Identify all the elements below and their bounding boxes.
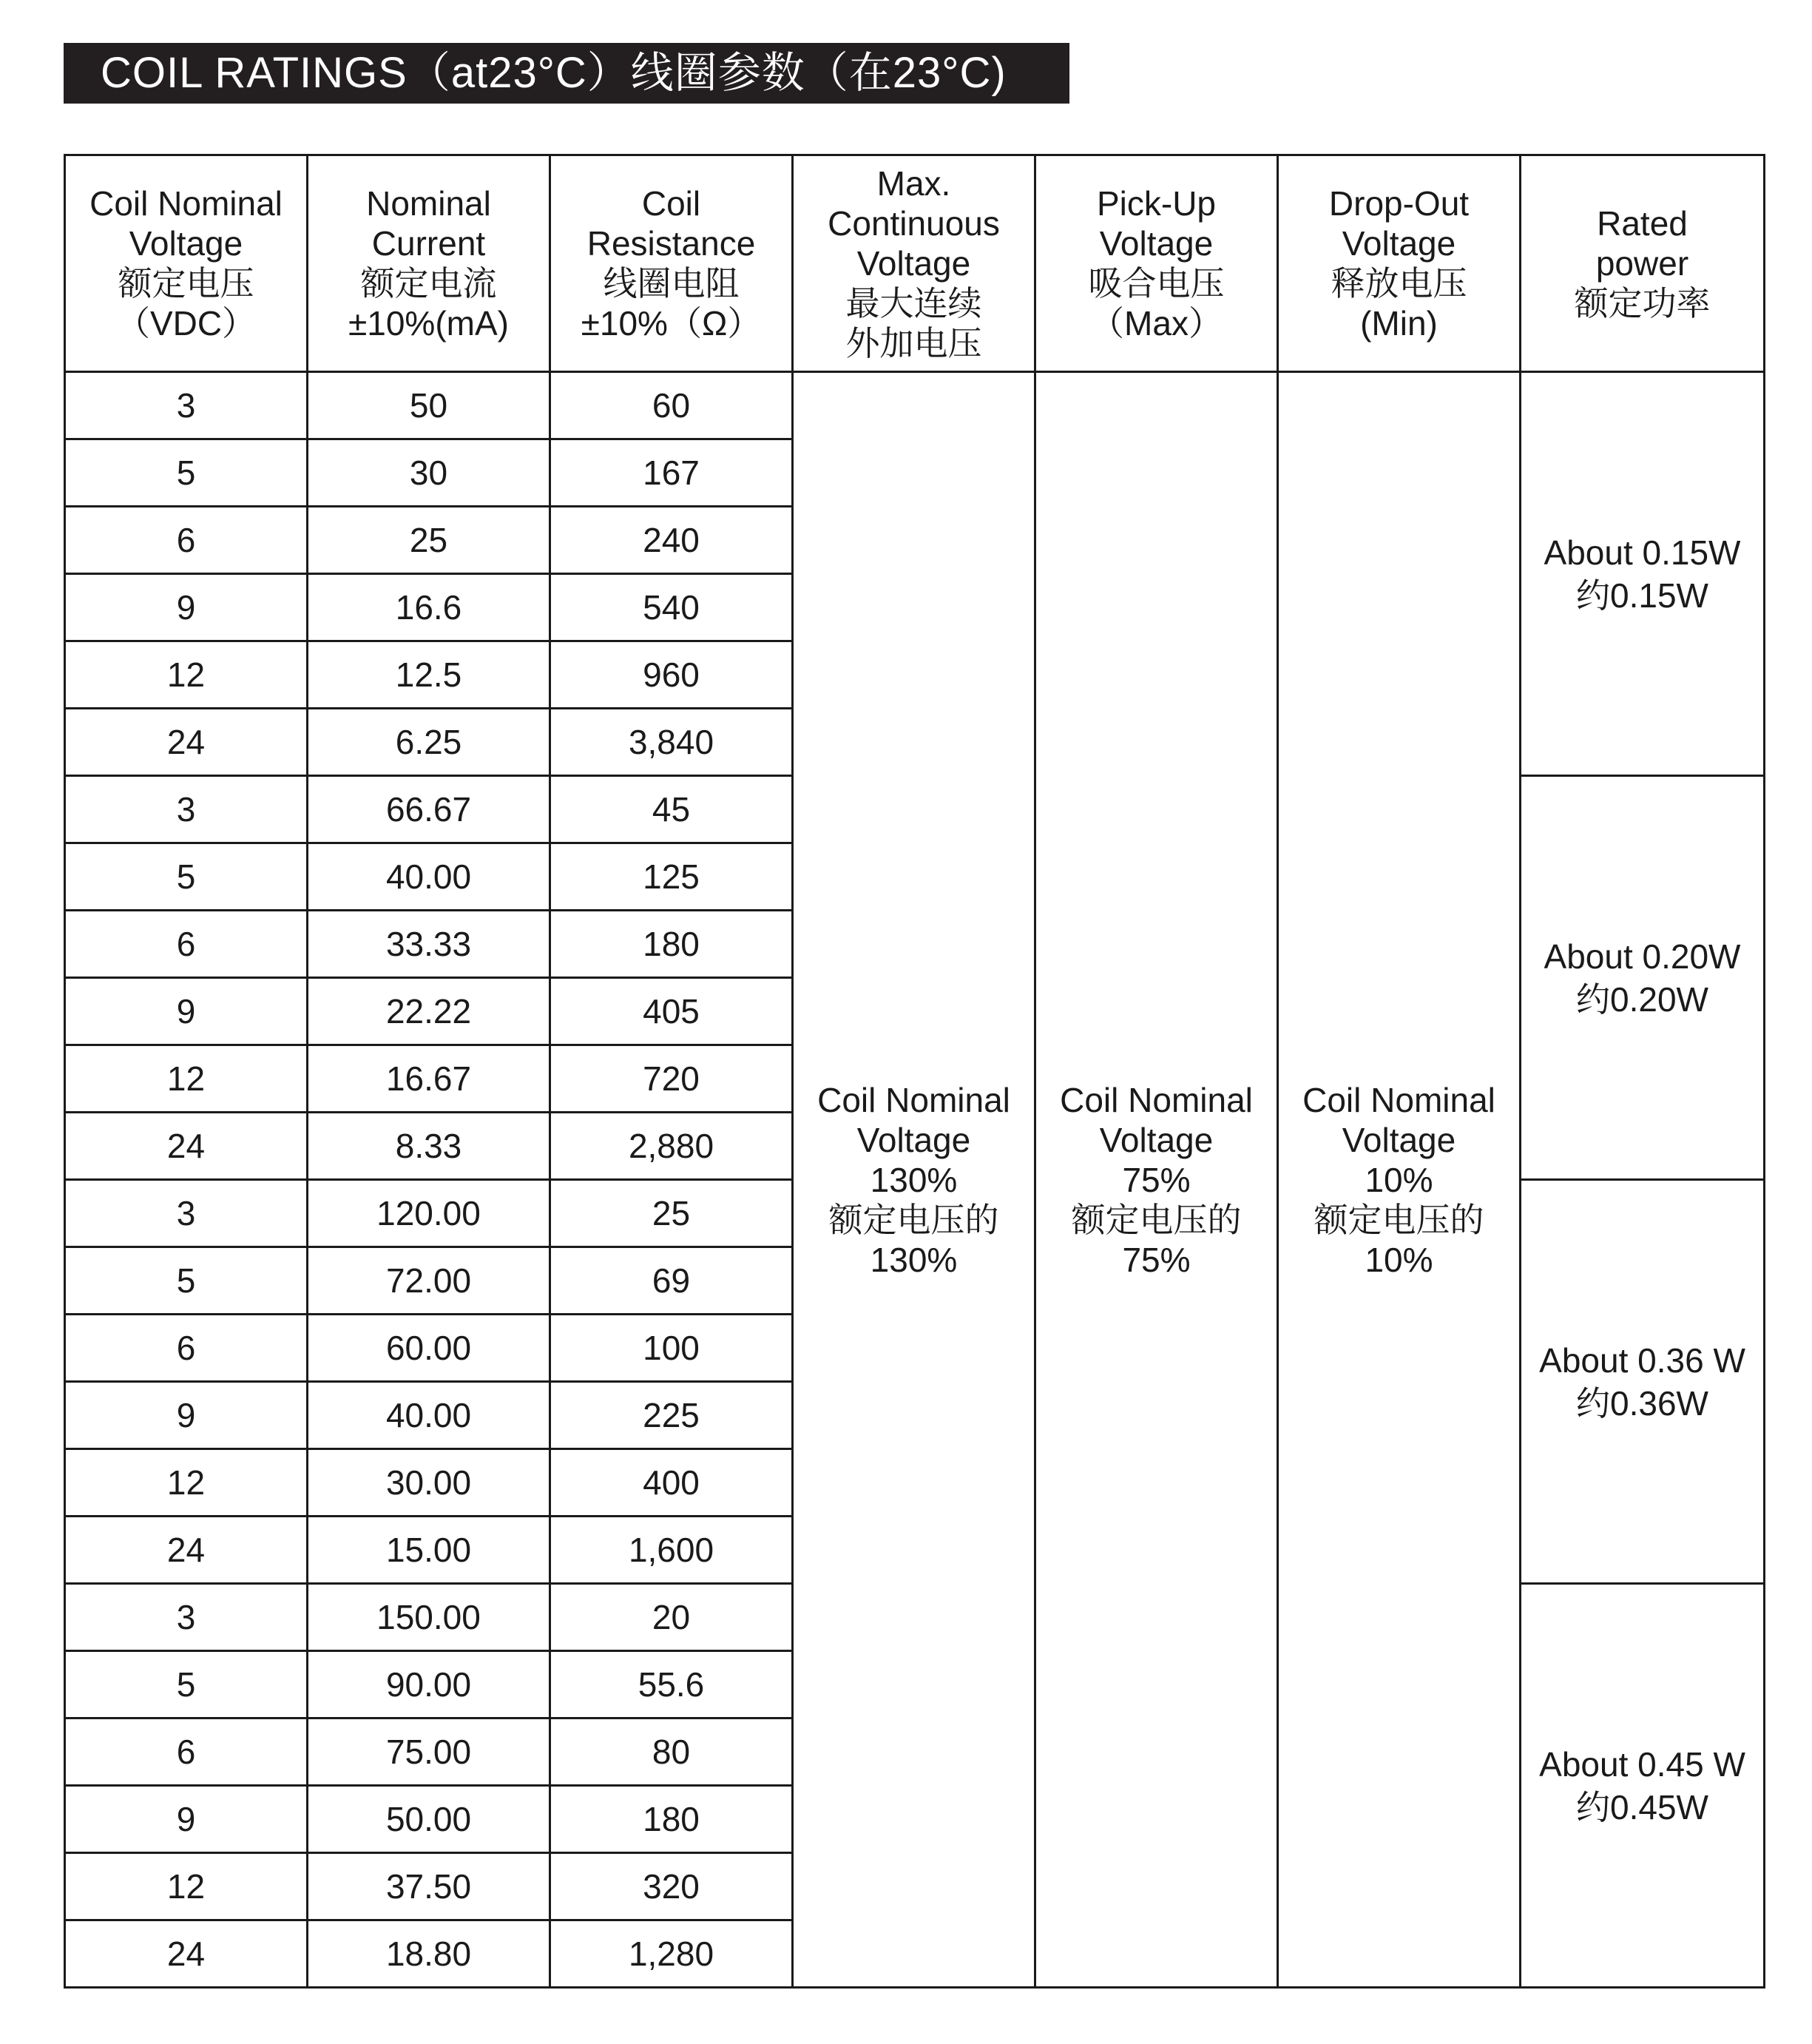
nominal-current-cell: 50.00 (308, 1786, 550, 1853)
coil-voltage-cell: 9 (65, 1382, 308, 1449)
coil-resistance-cell: 60 (550, 372, 793, 439)
header-nominal-current-line: Current (371, 224, 486, 263)
coil-resistance-cell: 69 (550, 1247, 793, 1315)
rated-power-cell (1521, 776, 1765, 1180)
dropout-voltage-cell (1278, 372, 1521, 1988)
header-nominal-current-line: 额定电流 (360, 264, 497, 303)
nominal-current-cell: 18.80 (308, 1920, 550, 1988)
header-pickup-voltage-line: （Max） (1090, 304, 1223, 343)
coil-resistance-cell: 20 (550, 1584, 793, 1651)
max-continuous-voltage-cell-line: Voltage (856, 1120, 971, 1159)
coil-resistance-cell: 540 (550, 574, 793, 641)
coil-resistance-cell: 25 (550, 1180, 793, 1247)
nominal-current-cell: 40.00 (308, 1382, 550, 1449)
coil-resistance-cell: 1,600 (550, 1517, 793, 1584)
coil-resistance-cell: 240 (550, 507, 793, 574)
coil-resistance-cell: 180 (550, 911, 793, 978)
coil-voltage-cell: 24 (65, 709, 308, 776)
coil-resistance-cell: 80 (550, 1718, 793, 1786)
header-dropout-voltage-line: Drop-Out (1328, 184, 1470, 223)
coil-voltage-cell: 5 (65, 1651, 308, 1718)
header-rated-power-line: power (1595, 244, 1689, 283)
coil-voltage-cell: 5 (65, 439, 308, 507)
header-nominal-current-line: ±10%(mA) (348, 304, 509, 343)
nominal-current-cell: 30 (308, 439, 550, 507)
max-continuous-voltage-cell-line: 130% (870, 1240, 958, 1279)
nominal-current-cell: 22.22 (308, 978, 550, 1045)
nominal-current-cell: 30.00 (308, 1449, 550, 1517)
pickup-voltage-cell-line: 75% (1122, 1240, 1191, 1279)
header-rated-power-line: 额定功率 (1574, 284, 1711, 323)
nominal-current-cell: 150.00 (308, 1584, 550, 1651)
coil-voltage-cell: 6 (65, 507, 308, 574)
coil-resistance-cell: 320 (550, 1853, 793, 1920)
header-pickup-voltage-line: 吸合电压 (1088, 264, 1225, 303)
coil-resistance-cell: 225 (550, 1382, 793, 1449)
rated-power-line: 约0.15W (1576, 576, 1708, 615)
max-continuous-voltage-cell-line: Coil Nominal (817, 1080, 1010, 1119)
header-dropout-voltage-line: Voltage (1342, 224, 1456, 263)
coil-voltage-cell: 5 (65, 1247, 308, 1315)
header-rated-power-line: Rated (1597, 204, 1688, 243)
header-pickup-voltage-line: Pick-Up (1096, 184, 1217, 223)
coil-resistance-cell: 720 (550, 1045, 793, 1113)
coil-voltage-cell: 3 (65, 1584, 308, 1651)
header-pickup-voltage-line: Voltage (1099, 224, 1214, 263)
max-continuous-voltage-cell (793, 372, 1035, 1988)
header-max-continuous-voltage-line: Continuous (828, 204, 1000, 243)
coil-resistance-cell: 400 (550, 1449, 793, 1517)
header-max-continuous-voltage-line: 最大连续 (845, 284, 982, 323)
nominal-current-cell: 90.00 (308, 1651, 550, 1718)
header-dropout-voltage-line: (Min) (1360, 304, 1438, 343)
coil-resistance-cell: 405 (550, 978, 793, 1045)
rated-power-line: About 0.45 W (1539, 1744, 1745, 1784)
nominal-current-cell: 37.50 (308, 1853, 550, 1920)
header-max-continuous-voltage-line: 外加电压 (845, 324, 982, 362)
header-coil-resistance-line: Resistance (586, 224, 756, 263)
header-coil-resistance-line: ±10%（Ω） (581, 304, 762, 343)
pickup-voltage-cell-line: 额定电压的 (1071, 1200, 1242, 1239)
header-coil-voltage-line: Coil Nominal (89, 184, 283, 223)
max-continuous-voltage-cell-line: 130% (870, 1160, 958, 1199)
coil-voltage-cell: 12 (65, 1045, 308, 1113)
rated-power-line: 约0.36W (1576, 1383, 1708, 1423)
header-nominal-current-line: Nominal (366, 184, 491, 223)
header-nominal-current (308, 155, 550, 372)
nominal-current-cell: 33.33 (308, 911, 550, 978)
rated-power-cell (1521, 372, 1765, 776)
coil-voltage-cell: 12 (65, 1853, 308, 1920)
section-title: COIL RATINGS（at23°C）线圈参数（在23°C) (64, 43, 1069, 104)
header-rated-power (1521, 155, 1765, 372)
header-coil-voltage-line: 额定电压 (118, 264, 254, 303)
header-coil-voltage (65, 155, 308, 372)
coil-voltage-cell: 3 (65, 776, 308, 843)
header-dropout-voltage-line: 释放电压 (1331, 264, 1467, 303)
nominal-current-cell: 75.00 (308, 1718, 550, 1786)
coil-voltage-cell: 9 (65, 978, 308, 1045)
header-max-continuous-voltage-line: Voltage (856, 244, 971, 283)
pickup-voltage-cell (1035, 372, 1278, 1988)
coil-voltage-cell: 12 (65, 641, 308, 709)
rated-power-cell (1521, 1584, 1765, 1988)
nominal-current-cell: 40.00 (308, 843, 550, 911)
table-row (65, 372, 1765, 439)
nominal-current-cell: 120.00 (308, 1180, 550, 1247)
pickup-voltage-cell-line: Coil Nominal (1060, 1080, 1253, 1119)
max-continuous-voltage-cell-line: 额定电压的 (828, 1200, 999, 1239)
nominal-current-cell: 15.00 (308, 1517, 550, 1584)
nominal-current-cell: 16.6 (308, 574, 550, 641)
dropout-voltage-cell-line: Voltage (1342, 1120, 1456, 1159)
header-coil-resistance-line: 线圈电阻 (603, 264, 740, 303)
header-max-continuous-voltage (793, 155, 1035, 372)
coil-voltage-cell: 3 (65, 372, 308, 439)
rated-power-line: About 0.15W (1544, 533, 1741, 572)
nominal-current-cell: 60.00 (308, 1315, 550, 1382)
rated-power-line: 约0.45W (1576, 1787, 1708, 1827)
header-coil-resistance (550, 155, 793, 372)
coil-voltage-cell: 6 (65, 1315, 308, 1382)
coil-resistance-cell: 2,880 (550, 1113, 793, 1180)
nominal-current-cell: 25 (308, 507, 550, 574)
coil-voltage-cell: 9 (65, 574, 308, 641)
dropout-voltage-cell-line: 10% (1365, 1240, 1433, 1279)
coil-ratings-table (64, 154, 1765, 1989)
coil-voltage-cell: 6 (65, 1718, 308, 1786)
coil-voltage-cell: 24 (65, 1920, 308, 1988)
pickup-voltage-cell-line: 75% (1122, 1160, 1191, 1199)
nominal-current-cell: 6.25 (308, 709, 550, 776)
coil-voltage-cell: 3 (65, 1180, 308, 1247)
header-coil-voltage-line: Voltage (129, 224, 243, 263)
header-max-continuous-voltage-line: Max. (876, 164, 951, 203)
header-dropout-voltage (1278, 155, 1521, 372)
rated-power-cell (1521, 1180, 1765, 1584)
header-coil-resistance-line: Coil (641, 184, 701, 223)
header-coil-voltage-line: （VDC） (115, 304, 257, 343)
coil-resistance-cell: 55.6 (550, 1651, 793, 1718)
coil-voltage-cell: 12 (65, 1449, 308, 1517)
coil-resistance-cell: 125 (550, 843, 793, 911)
nominal-current-cell: 50 (308, 372, 550, 439)
dropout-voltage-cell-line: 额定电压的 (1314, 1200, 1484, 1239)
coil-resistance-cell: 960 (550, 641, 793, 709)
coil-voltage-cell: 24 (65, 1113, 308, 1180)
coil-resistance-cell: 100 (550, 1315, 793, 1382)
rated-power-line: 约0.20W (1576, 979, 1708, 1019)
coil-resistance-cell: 45 (550, 776, 793, 843)
coil-voltage-cell: 6 (65, 911, 308, 978)
nominal-current-cell: 12.5 (308, 641, 550, 709)
coil-resistance-cell: 167 (550, 439, 793, 507)
table-body (65, 372, 1765, 1988)
coil-resistance-cell: 180 (550, 1786, 793, 1853)
nominal-current-cell: 16.67 (308, 1045, 550, 1113)
nominal-current-cell: 66.67 (308, 776, 550, 843)
coil-voltage-cell: 9 (65, 1786, 308, 1853)
pickup-voltage-cell-line: Voltage (1099, 1120, 1214, 1159)
coil-resistance-cell: 3,840 (550, 709, 793, 776)
dropout-voltage-cell-line: Coil Nominal (1302, 1080, 1495, 1119)
nominal-current-cell: 8.33 (308, 1113, 550, 1180)
rated-power-line: About 0.36 W (1539, 1340, 1745, 1380)
nominal-current-cell: 72.00 (308, 1247, 550, 1315)
coil-voltage-cell: 5 (65, 843, 308, 911)
header-row (65, 155, 1765, 372)
rated-power-line: About 0.20W (1544, 937, 1741, 976)
dropout-voltage-cell-line: 10% (1365, 1160, 1433, 1199)
coil-resistance-cell: 1,280 (550, 1920, 793, 1988)
coil-voltage-cell: 24 (65, 1517, 308, 1584)
header-pickup-voltage (1035, 155, 1278, 372)
